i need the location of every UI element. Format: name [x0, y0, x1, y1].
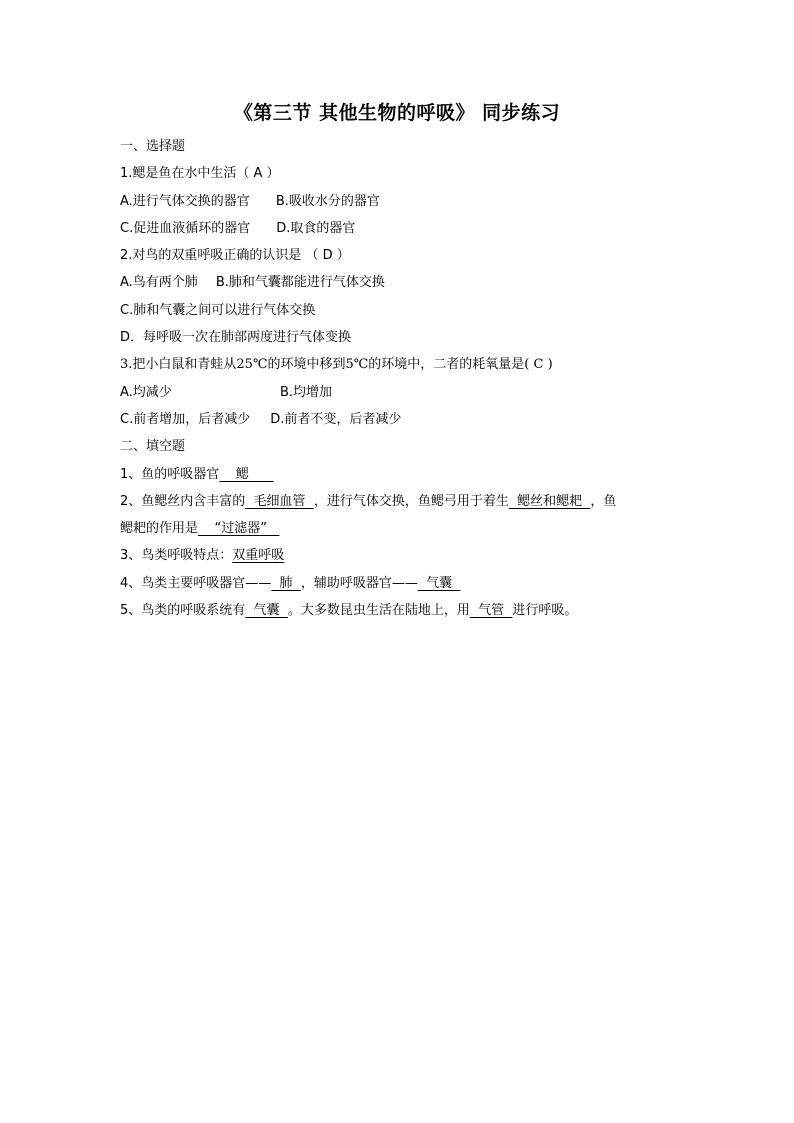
fill-5-answer-2: 气管 [469, 603, 513, 619]
fill-1-text: 1、鱼的呼吸器官 [120, 466, 220, 482]
fill-1 [120, 461, 680, 488]
question-2-stem: 2.对鸟的双重呼吸正确的认识是 （ D ） [120, 248, 350, 264]
fill-5-text-mid: 。大多数昆虫生活在陆地上，用 [287, 603, 470, 619]
question-3-options-ab [120, 379, 680, 406]
section-heading-fill: 二、填空题 [120, 439, 186, 455]
fill-5-text-end: 进行呼吸。 [512, 603, 578, 619]
q2-option-b: B.肺和气囊都能进行气体交换 [215, 275, 385, 291]
fill-2-text-mid: ，进行气体交换，鱼鳃弓用于着生 [313, 493, 509, 509]
q1-option-d: D.取食的器官 [276, 220, 356, 236]
fill-2-line-1 [120, 488, 680, 515]
question-2-options-ab [120, 269, 680, 296]
fill-2-text-2: 鳃耙的作用是 [120, 521, 199, 537]
q1-option-a: A.进行气体交换的器官 [120, 193, 250, 209]
question-2-option-d: D．每呼吸一次在肺部两度进行气体变换 [120, 330, 352, 346]
fill-5-answer-1: 气囊 [245, 603, 288, 619]
fill-1-answer: 鳃 [219, 466, 274, 482]
question-3-stem: 3.把小白鼠和青蛙从25℃的环境中移到5℃的环境中，二者的耗氧量是( C ) [120, 357, 553, 373]
fill-2-text-end: ，鱼 [590, 493, 617, 509]
fill-2-answer-3: “过滤器” [198, 521, 280, 537]
q3-option-c: C.前者增加，后者减少 [120, 411, 251, 427]
section-heading-choice: 一、选择题 [120, 139, 186, 154]
fill-4 [120, 570, 680, 597]
fill-4-answer-1: 肺 [271, 575, 301, 591]
question-1-options-ab [120, 188, 680, 215]
fill-3-text: 3、鸟类呼吸特点： [120, 548, 233, 564]
q2-option-a: A.鸟有两个肺 [120, 275, 198, 291]
fill-2-line-2 [120, 515, 680, 542]
q1-option-b: B.吸收水分的器官 [275, 193, 380, 209]
fill-4-answer-2: 气囊 [417, 575, 461, 591]
fill-5-text: 5、鸟类的呼吸系统有 [120, 603, 246, 619]
fill-3-answer: 双重呼吸 [232, 548, 285, 564]
q3-option-a: A.均减少 [120, 384, 172, 400]
worksheet-body [120, 133, 680, 624]
q3-option-b: B.均增加 [280, 384, 333, 400]
fill-3 [120, 542, 680, 569]
fill-4-text-mid: ，辅助呼吸器官—— [300, 575, 418, 591]
fill-5 [120, 597, 680, 624]
q3-option-d: D.前者不变，后者减少 [270, 411, 402, 427]
q1-option-c: C.促进血液循环的器官 [120, 220, 251, 236]
page-title: 《第三节 其他生物的呼吸》 同步练习 [233, 102, 561, 124]
question-1-stem: 1.鳃是鱼在水中生活（ A ） [120, 166, 280, 182]
question-2-option-c: C.肺和气囊之间可以进行气体交换 [120, 302, 316, 318]
fill-2-answer-2: 鳃丝和鳃耙 [508, 493, 591, 509]
fill-2-text: 2、鱼鳃丝内含丰富的 [120, 493, 246, 509]
fill-2-answer-1: 毛细血管 [245, 493, 314, 509]
fill-4-text: 4、鸟类主要呼吸器官—— [120, 575, 272, 591]
question-1-options-cd [120, 215, 680, 242]
question-3-options-cd [120, 406, 680, 433]
